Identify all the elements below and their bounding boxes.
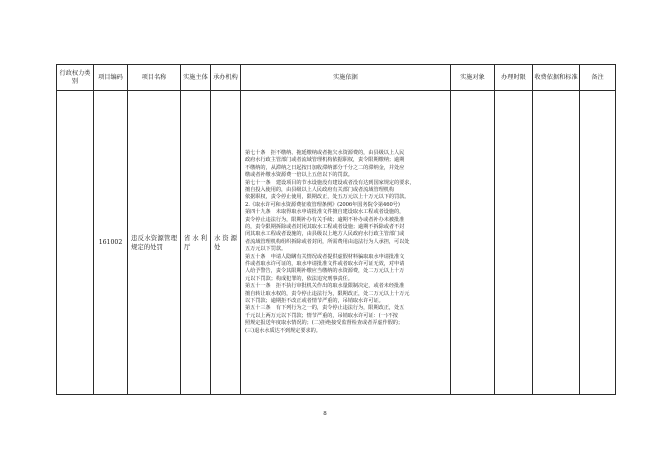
basis-line: 不缴纳的，从滞纳之日起按日加收滞纳部分千分之二的滞纳金，并处应 [245, 164, 405, 171]
basis-line: (三)退水水质达不到规定要求的。 [245, 327, 321, 334]
basis-line: 千元以上两万元以下罚款；情节严重的，吊销取水许可证：(一)不按 [245, 312, 398, 319]
cell-basis [241, 91, 451, 395]
basis-text [245, 150, 447, 335]
header-remark: 备注 [580, 65, 616, 91]
basis-line: 依据职权，责令停止使用，限期改正，处五万元以上十万元以下的罚款。 [245, 194, 410, 201]
agency-text: 水资源处 [214, 233, 237, 251]
cell-category [57, 91, 94, 395]
basis-line: 2.《取水许可和水资源费征收管理条例》(2006年国务院令第460号) [245, 201, 400, 208]
header-subject: 实施主体 [181, 65, 211, 91]
basis-line: 擅自投入使用的，由县级以上人民政府有关部门或者流域管理机构 [245, 186, 394, 193]
basis-line: 第五十一条 拒不执行审批机关作出的取水量限制决定，或者未经批准 [245, 283, 405, 290]
basis-line: 者流域管理机构组织拆除或者封闭，所需费用由违法行为人承担，可以处 [245, 238, 410, 245]
basis-line: 元以下罚款；构成犯罪的，依法追究刑事责任。 [245, 275, 353, 282]
cell-time-limit [495, 91, 533, 395]
basis-line: 第四十九条 未取得取水申请批准文件擅自建设取水工程或者设施的， [245, 209, 405, 216]
header-category: 行政权力类别 [57, 65, 94, 91]
header-row [57, 65, 616, 91]
basis-line: 第七十一条 建设项目的节水设施没有建设或者没有达到国家规定的要求， [245, 179, 415, 186]
header-agency: 承办机构 [211, 65, 241, 91]
page-number: 8 [323, 410, 327, 417]
header-target: 实施对象 [451, 65, 495, 91]
power-list-table [56, 64, 616, 395]
header-name: 项目名称 [128, 65, 181, 91]
basis-line: 第七十条 拒不缴纳、拖延缴纳或者拖欠水资源费的，由县级以上人民 [245, 149, 405, 156]
basis-line: 闭其取水工程或者设施的，由县级以上地方人民政府水行政主管部门或 [245, 231, 405, 238]
basis-line: 擅自转让取水权的，责令停止违法行为，限期改正，处二万元以上十万元 [245, 290, 410, 297]
basis-line: 五万元以下罚款。 [245, 246, 287, 253]
cell-remark [580, 91, 616, 395]
basis-line: 件或者取水许可证的，取水申请批准文件或者取水许可证无效，对申请 [245, 261, 405, 268]
basis-line: 人给予警告，责令其限期补缴应当缴纳的水资源费，处二万元以上十万 [245, 268, 405, 275]
basis-line: 责令停止违法行为，限期补办有关手续；逾期不补办或者补办未被批准 [245, 216, 405, 223]
basis-line: 以下罚款；逾期拒不改正或者情节严重的，吊销取水许可证。 [245, 298, 384, 305]
cell-subject [181, 91, 211, 395]
basis-line: 政府水行政主管部门或者流域管理机构依据职权，责令限期缴纳；逾期 [245, 157, 405, 164]
cell-agency [211, 91, 241, 395]
header-fee: 收费依据和标准 [533, 65, 580, 91]
basis-line: 照规定报送年度取水情况的；(二)拒绝接受监督检查或者弄虚作假的； [245, 320, 404, 327]
cell-name [128, 91, 181, 395]
cell-code: 161002 [94, 91, 128, 395]
header-basis: 实施依据 [241, 65, 451, 91]
table-row [57, 91, 616, 395]
basis-line: 第五十三条 有下列行为之一的，责令停止违法行为，限期改正，处五 [245, 305, 405, 312]
basis-line: 第五十条 申请人隐瞒有关情况或者提供虚假材料骗取取水申请批准文 [245, 253, 405, 260]
header-code: 项目编码 [94, 65, 128, 91]
subject-text: 省水利厅 [184, 233, 207, 251]
cell-target [451, 91, 495, 395]
basis-line: 的，责令限期拆除或者封闭其取水工程或者设施；逾期不拆除或者不封 [245, 223, 405, 230]
header-time-limit: 办理时限 [495, 65, 533, 91]
item-name-text: 违反水资源管理规定的处罚 [131, 233, 177, 251]
cell-fee [533, 91, 580, 395]
basis-line: 缴或者补缴水资源费一倍以上五倍以下的罚款。 [245, 172, 353, 179]
